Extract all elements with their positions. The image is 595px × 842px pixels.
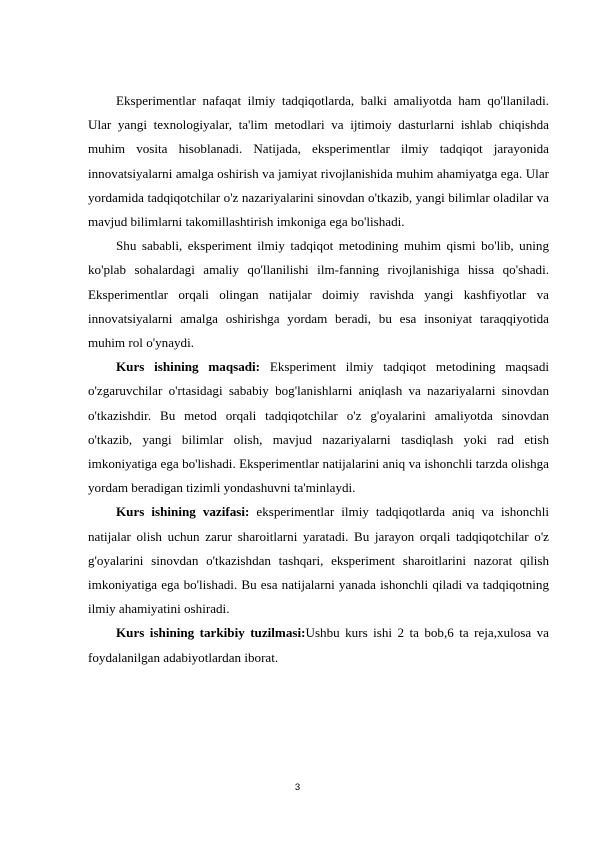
paragraph-heading-structure: Kurs ishining tarkibiy tuzilmasi: [116, 625, 306, 641]
paragraph-course-structure [88, 621, 549, 669]
paragraph-course-task [88, 500, 549, 621]
page-number: 3 [294, 782, 301, 793]
paragraph-text: eksperimentlar ilmiy tadqiqotlarda aniq va ishonchli natijalar olish uchun zarur sharoitlarni yaratadi. Bu jarayon orqali tadqiqotchilar o'z g'oyalarini sinovdan o'tkazishdan tashqari, eksperiment sharoitlarini nazorat qilish imkoniyatiga ega bo'lishadi. Bu esa natijalarni yanada ishonchli qiladi va tadqiqotning ilmiy ahamiyatini oshiradi. [88, 504, 549, 617]
paragraph-text: Ushbu kurs ishi 2 ta bob,6 ta reja,xulosa va foydalanilgan adabiyotlardan iborat. [88, 625, 549, 665]
paragraph-heading-task: Kurs ishining vazifasi: [116, 504, 250, 520]
paragraph-course-goal [88, 355, 549, 500]
paragraph-text: Eksperimentlar nafaqat ilmiy tadqiqotlarda, balki amaliyotda ham qo'llaniladi. Ular yangi texnologiyalar, ta'lim metodlari va ijtimoiy dasturlarni ishlab chiqishda muhim vosita hisoblanadi. Natijada, eksperimentlar ilmiy tadqiqot jarayonida innovatsiyalarni amalga oshirish va jamiyat rivojlanishida muhim ahamiyatga ega. Ular yordamida tadqiqotchilar o'z nazariyalarini sinovdan o'tkazib, yangi bilimlar oladilar va mavjud bilimlarni takomillashtirish imkoniga ega bo'lishadi. [88, 93, 549, 230]
paragraph-text: Shu sababli, eksperiment ilmiy tadqiqot metodining muhim qismi bo'lib, uning ko'plab sohalardagi amaliy qo'llanilishi ilm-fanning rivojlanishiga hissa qo'shadi. Eksperimentlar orqali olingan natijalar doimiy ravishda yangi kashfiyotlar va innovatsiyalarni amalga oshirishga yordam beradi, bu esa insoniyat taraqqiyotida muhim rol o'ynaydi. [88, 238, 549, 351]
paragraph-text: Eksperiment ilmiy tadqiqot metodining maqsadi o'zgaruvchilar o'rtasidagi sababiy bog'lanishlarni aniqlash va nazariyalarni sinovdan o'tkazishdir. Bu metod orqali tadqiqotchilar o'z g'oyalarini amaliyotda sinovdan o'tkazib, yangi bilimlar olish, mavjud nazariyalarni tasdiqlash yoki rad etish imkoniyatiga ega bo'lishadi. Eksperimentlar natijalarini aniq va ishonchli tarzda olishga yordam beradigan tizimli yondashuvni ta'minlaydi. [88, 359, 550, 496]
document-page [88, 89, 549, 670]
paragraph-experiment-importance [88, 234, 549, 355]
paragraph-heading-goal: Kurs ishining maqsadi: [116, 359, 261, 375]
paragraph-experiments-application [88, 89, 549, 234]
